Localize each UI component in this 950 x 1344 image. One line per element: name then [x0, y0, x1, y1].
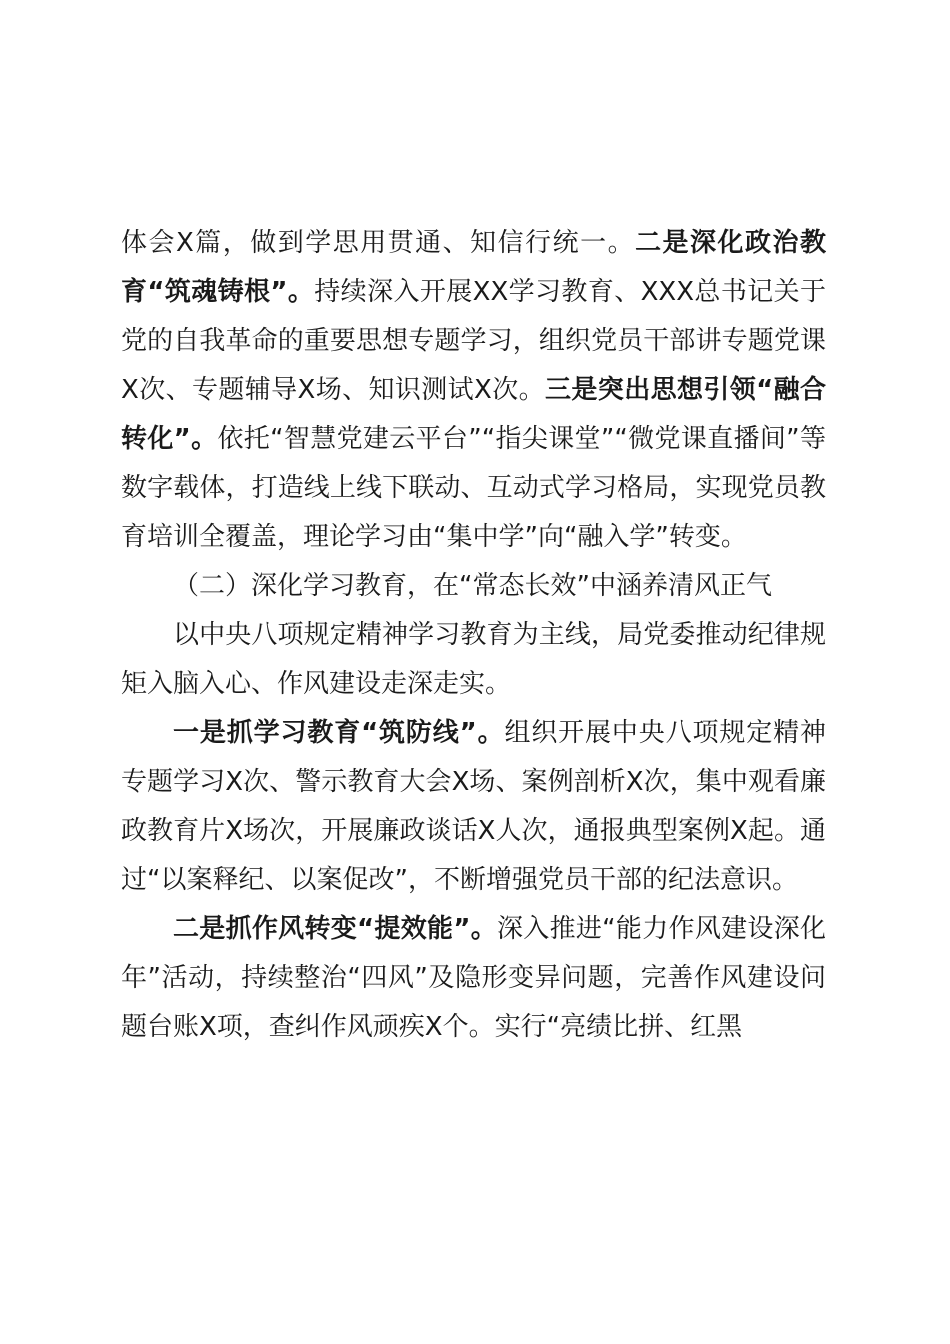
paragraph-lead-text: 体会X篇，做到学思用贯通、知信行统一。	[121, 228, 636, 258]
section-heading: （二）深化学习教育，在“常态长效”中涵养清风正气	[173, 571, 772, 601]
paragraph-text-work-style: 深入推进“能力作风建设深化年”活动，持续整治“四风”及隐形变异问题，完善作风建设问题台账X项，查纠作风顽疾X个。实行“亮绩比拼、红黑	[121, 914, 826, 1042]
paragraph-political-education	[121, 219, 826, 562]
bold-heading-political-education: 二是深化政治教育“筑魂铸根”。	[121, 228, 826, 307]
bold-heading-work-style: 二是抓作风转变“提效能”。	[173, 914, 497, 944]
paragraph-work-style	[121, 905, 826, 1052]
paragraph-text-political-education: 持续深入开展XX学习教育、XXX总书记关于党的自我革命的重要思想专题学习，组织党员干部讲专题党课X次、专题辅导X场、知识测试X次。	[121, 277, 826, 405]
paragraph-main-line: 以中央八项规定精神学习教育为主线，局党委推动纪律规矩入脑入心、作风建设走深走实。	[121, 620, 826, 699]
paragraph-text-study-education: 组织开展中央八项规定精神专题学习X次、警示教育大会X场、案例剖析X次，集中观看廉政教育片X场次，开展廉政谈话X人次，通报典型案例X起。通过“以案释纪、以案促改”，不断增强党员干部的纪法意识。	[121, 718, 826, 895]
body-text	[121, 219, 826, 1052]
bold-heading-study-education: 一是抓学习教育“筑防线”。	[173, 718, 505, 748]
bold-heading-ideological-guidance: 三是突出思想引领“融合转化”。	[121, 375, 826, 454]
paragraph-text-ideological-guidance: 依托“智慧党建云平台”“指尖课堂”“微党课直播间”等数字载体，打造线上线下联动、互动式学习格局，实现党员教育培训全覆盖，理论学习由“集中学”向“融入学”转变。	[121, 424, 826, 552]
paragraph-study-education	[121, 709, 826, 905]
